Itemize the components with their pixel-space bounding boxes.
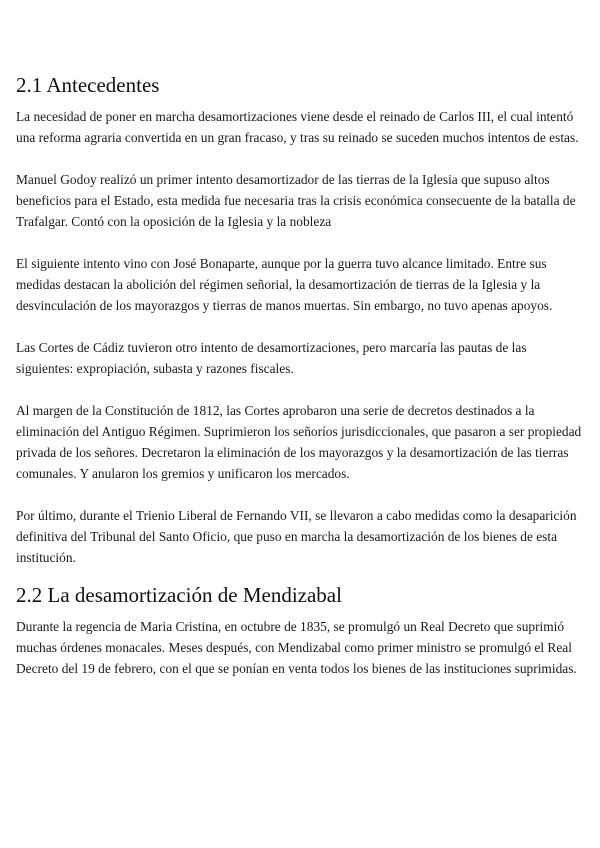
section-heading-mendizabal: 2.2 La desamortización de Mendizabal [16,583,342,607]
paragraph-godoy: Manuel Godoy realizó un primer intento desamortizador de las tierras de la Iglesia que supuso altos beneficios para el Estado, esta medida fue necesaria tras la crisis económica consecuente de la batalla de Trafalgar. Contó con la oposición de la Iglesia y la nobleza [16,172,576,229]
paragraph-trienio-liberal: Por último, durante el Trienio Liberal de Fernando VII, se llevaron a cabo medidas como la desaparición definitiva del Tribunal del Santo Oficio, que puso en marcha la desamortización de los bienes de esta institución. [16,508,577,565]
paragraph-constitucion-1812: Al margen de la Constitución de 1812, las Cortes aprobaron una serie de decretos destinados a la eliminación del Antiguo Régimen. Suprimieron los señoríos jurisdiccionales, que pasaron a ser propiedad privada de los señores. Decretaron la eliminación de los mayorazgos y la desamortización de las tierras comunales. Y anularon los gremios y unificaron los mercados. [16,403,582,481]
paragraph-maria-cristina: Durante la regencia de Maria Cristina, en octubre de 1835, se promulgó un Real Decreto que suprimió muchas órdenes monacales. Meses después, con Mendizabal como primer ministro se promulgó el Real Decreto del 19 de febrero, con el que se ponían en venta todos los bienes de las instituciones suprimidas. [16,619,577,676]
paragraph-carlos-iii: La necesidad de poner en marcha desamortizaciones viene desde el reinado de Carlos III, el cual intentó una reforma agraria convertida en un gran fracaso, y tras su reinado se suceden muchos intentos de estas. [16,109,579,145]
paragraph-bonaparte: El siguiente intento vino con José Bonaparte, aunque por la guerra tuvo alcance limitado. Entre sus medidas destacan la abolición del régimen señorial, la desamortización de tierras de la Iglesia y la desvinculación de los mayorazgos y tierras de manos muertas. Sin embargo, no tuvo apenas apoyos. [16,256,553,313]
document-page [16,72,584,700]
paragraph-cortes-cadiz: Las Cortes de Cádiz tuvieron otro intento de desamortizaciones, pero marcaría las pautas de las siguientes: expropiación, subasta y razones fiscales. [16,340,527,376]
section-heading-antecedentes: 2.1 Antecedentes [16,73,160,97]
